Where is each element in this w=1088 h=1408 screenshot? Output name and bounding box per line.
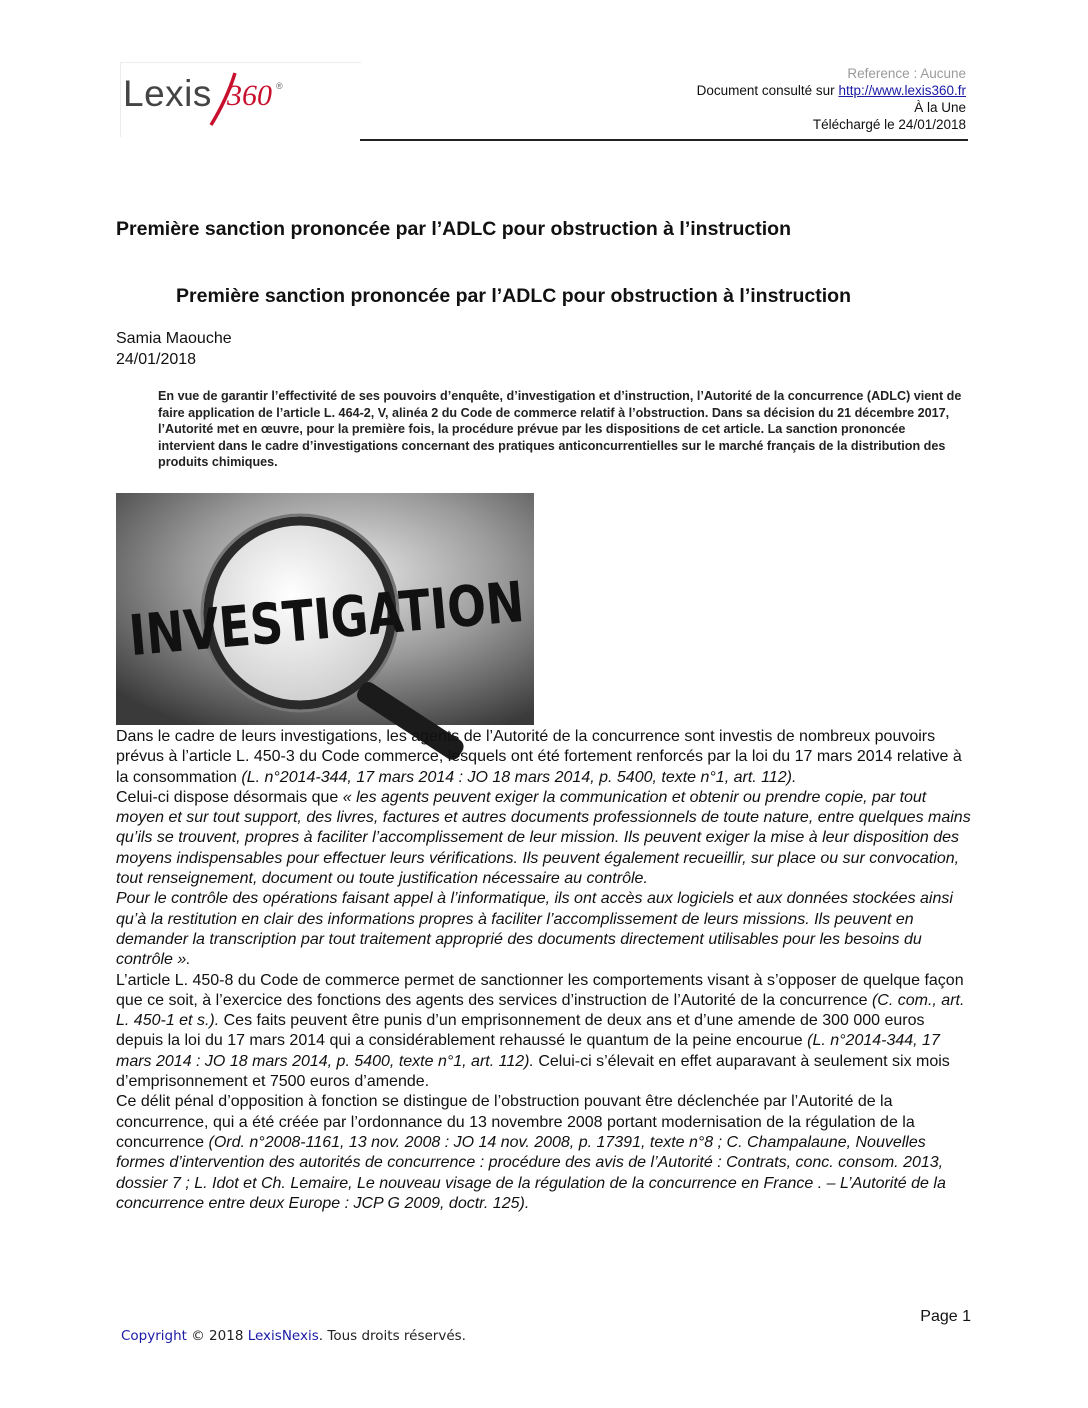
document-meta: [697, 65, 966, 133]
image-caption-word: INVESTIGATION: [126, 562, 618, 670]
article-summary: En vue de garantir l’effectivité de ses pouvoirs d’enquête, d’investigation et d’instruction, l’Autorité de la concurrence (ADLC) vient de faire application de l’article L. 464-2, V, alinéa 2 du Code de commerce relatif à l’obstruction. Dans sa décision du 21 décembre 2017, l’Autorité met en œuvre, pour la première fois, la procédure prévue par les dispositions de cet article. La sanction prononcée intervient dans le cadre d’investigations concernant des pratiques anticoncurrentielles sur le marché français de la distribution des produits chimiques.: [158, 389, 962, 469]
header-divider: [360, 139, 968, 141]
copyright-label: Copyright: [121, 1328, 187, 1344]
page-number: Page 1: [920, 1308, 971, 1325]
logo-registered-mark: ®: [276, 81, 283, 91]
article-body: [116, 727, 976, 1214]
citation: (L. n°2014-344, 17 mars 2014 : JO 18 mars 2014, p. 5400, texte n°1, art. 112).: [241, 768, 797, 786]
article-author: Samia Maouche: [116, 330, 232, 347]
copyright-footer: Copyright © 2018 LexisNexis. Tous droits réservés.: [121, 1328, 466, 1344]
consulted-line: [697, 82, 966, 99]
paragraph-5: Ce délit pénal d’opposition à fonction se distingue de l’obstruction pouvant être déclenchée par l’Autorité de la concurrence, qui a été créée par l’ordonnance du 13 novembre 2008 portant modernisation de la régulation de la concurrence (Ord. n°2008-1161, 13 nov. 2008 : JO 14 nov. 2008, p. 17391, texte n°8 ; C. Champalaune, Nouvelles formes d’intervention des autorités de concurrence : procédure des avis de l’Autorité : Contrats, conc. consom. 2013, dossier 7 ; L. Idot et Ch. Lemaire, Le nouveau visage de la régulation de la concurrence en France . – L’Autorité de la concurrence entre deux Europe : JCP G 2009, doctr. 125).: [116, 1093, 946, 1212]
source-link[interactable]: http://www.lexis360.fr: [838, 83, 966, 98]
paragraph-1: Dans le cadre de leurs investigations, les agents de l’Autorité de la concurrence sont investis de nombreux pouvoirs prévus à l’article L. 450-3 du Code commerce, lesquels ont été fortement renforcés par la loi du 17 mars 2014 relative à la consommation (L. n°2014-344, 17 mars 2014 : JO 18 mars 2014, p. 5400, texte n°1, art. 112).: [116, 728, 962, 786]
paragraph-3: Pour le contrôle des opérations faisant appel à l’informatique, ils ont accès aux logiciels et aux données stockées ainsi qu’à la restitution en clair des informations propres à faciliter l’accomplissement de leurs missions. Ils peuvent en demander la transcription par tout traitement approprié des documents directement utilisables pour les besoins du contrôle ».: [116, 890, 953, 969]
investigation-photo: [116, 493, 618, 725]
article-date: 24/01/2018: [116, 351, 197, 368]
citation: (Ord. n°2008-1161, 13 nov. 2008 : JO 14 nov. 2008, p. 17391, texte n°8 ; C. Champalaune, Nouvelles formes d’intervention des autorités de concurrence : procédure des avis de l’Autorité : Contrats, conc. consom. 2013, dossier 7 ; L. Idot et Ch. Lemaire, Le nouveau visage de la régulation de la concurrence en France . – L’Autorité de la concurrence entre deux Europe : JCP G 2009, doctr. 125).: [116, 1133, 946, 1212]
magnifier-illustration: [116, 493, 618, 725]
logo-number: 360: [227, 79, 272, 112]
citation: (C. com., art. L. 450-1 et s.).: [116, 991, 965, 1030]
document-title: Première sanction prononcée par l’ADLC pour obstruction à l’instruction: [116, 218, 792, 240]
download-date: Téléchargé le 24/01/2018: [812, 117, 966, 132]
consulted-label: Document consulté sur: [696, 83, 839, 98]
citation: (L. n°2014-344, 17 mars 2014 : JO 18 mars 2014, p. 5400, texte n°1, art. 112).: [116, 1032, 940, 1070]
logo-text: Lexis: [123, 73, 212, 114]
article-title: Première sanction prononcée par l’ADLC pour obstruction à l’instruction: [176, 285, 852, 307]
paragraph-2: Celui-ci dispose désormais que « les agents peuvent exiger la communication et obtenir ou prendre copie, par tout moyen et sur tout support, des livres, factures et autres documents professionnels de toute nature, entre quelques mains qu’ils se trouvent, propres à faciliter l’accomplissement de leur mission. Ils peuvent exiger la mise à leur disposition des moyens indispensables pour effectuer leurs vérifications. Ils peuvent également recueillir, sur place ou sur convocation, tout renseignement, document ou toute justification nécessaire au contrôle.: [116, 788, 971, 888]
reference-line: Reference : Aucune: [847, 66, 966, 81]
paragraph-4: L’article L. 450-8 du Code de commerce permet de sanctionner les comportements visant à s’opposer de quelque façon que ce soit, à l’exercice des fonctions des agents des services d’instruction de l’Autorité de la concurrence (C. com., art. L. 450-1 et s.). Ces faits peuvent être punis d’un emprisonnement de deux ans et d’une amende de 300 000 euros depuis la loi du 17 mars 2014 qui a considérablement rehaussé le quantum de la peine encourue (L. n°2014-344, 17 mars 2014 : JO 18 mars 2014, p. 5400, texte n°1, art. 112). Celui-ci s’élevait en effet auparavant à seulement six mois d’emprisonnement et 7500 euros d’amende.: [116, 971, 965, 1091]
section-label: À la Une: [914, 100, 966, 115]
company-name: LexisNexis: [247, 1328, 319, 1344]
quotation: « les agents peuvent exiger la communication et obtenir ou prendre copie, par tout moyen et sur tout support, des livres, factures et autres documents professionnels de toute nature, entre quelques mains qu’ils se trouvent, propres à faciliter l’accomplissement de leur mission. Ils peuvent exiger la mise à leur disposition des moyens indispensables pour effectuer leurs vérifications. Ils peuvent également recueillir, sur place ou sur convocation, tout renseignement, document ou toute justification nécessaire au contrôle.: [116, 788, 971, 888]
lexis360-logo: [120, 62, 361, 137]
